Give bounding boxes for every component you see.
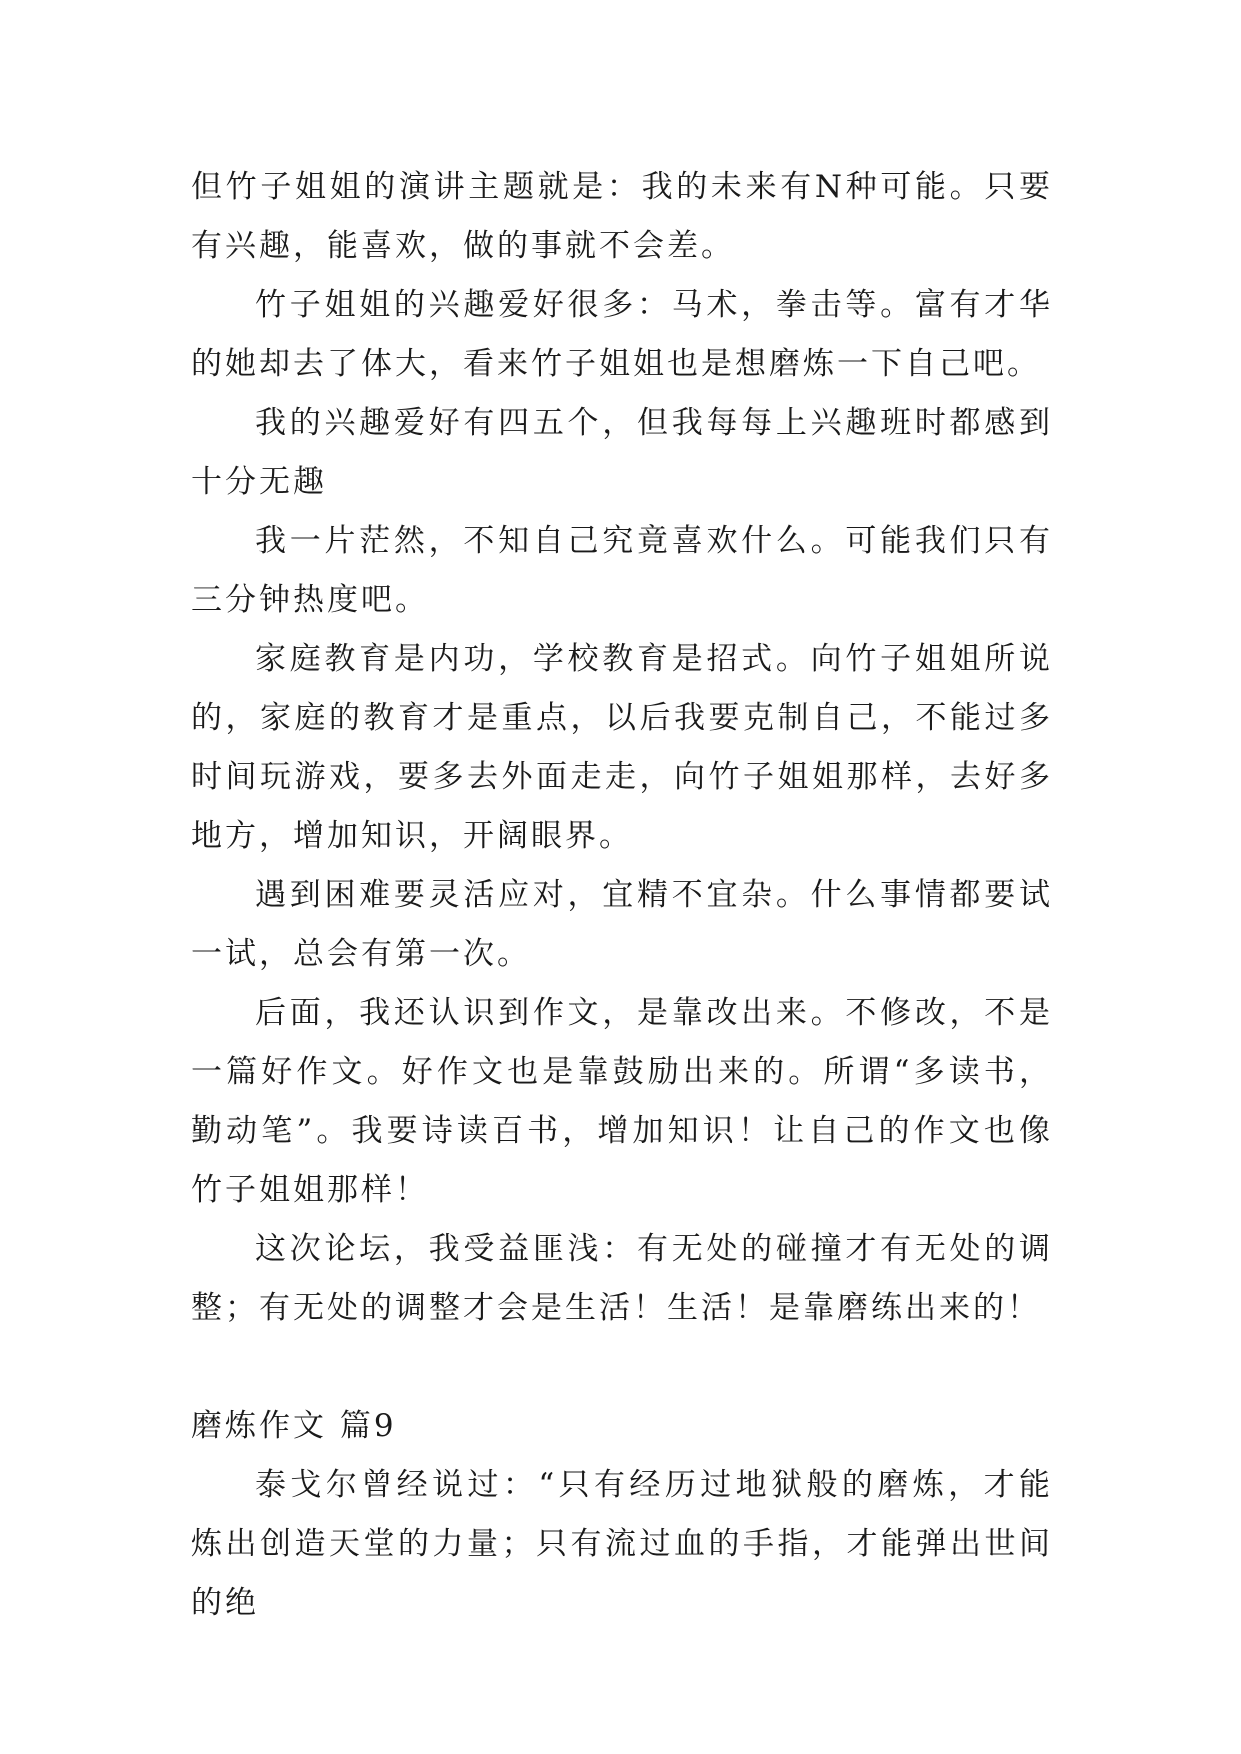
paragraph-7: 后面，我还认识到作文，是靠改出来。不修改，不是一篇好作文。好作文也是靠鼓励出来的。所谓“多读书，勤动笔”。我要诗读百书，增加知识！让自己的作文也像竹子姐姐那样！ [191,995,1053,1208]
paragraph-8: 这次论坛，我受益匪浅：有无处的碰撞才有无处的调整；有无处的调整才会是生活！生活！是靠磨练出来的！ [191,1231,1053,1326]
paragraph-1: 但竹子姐姐的演讲主题就是：我的未来有N种可能。只要有兴趣，能喜欢，做的事就不会差。 [191,169,1053,264]
paragraph-5: 家庭教育是内功，学校教育是招式。向竹子姐姐所说的，家庭的教育才是重点，以后我要克制自己，不能过多时间玩游戏，要多去外面走走，向竹子姐姐那样，去好多地方，增加知识，开阔眼界。 [191,641,1053,854]
paragraph-4: 我一片茫然，不知自己究竟喜欢什么。可能我们只有三分钟热度吧。 [191,523,1053,618]
paragraph-2: 竹子姐姐的兴趣爱好很多：马术，拳击等。富有才华的她却去了体大，看来竹子姐姐也是想磨炼一下自己吧。 [191,287,1053,382]
document-body [191,158,1053,1633]
section-heading: 磨炼作文 篇9 [191,1408,397,1444]
paragraph-6: 遇到困难要灵活应对，宜精不宜杂。什么事情都要试一试，总会有第一次。 [191,877,1053,972]
paragraph-3: 我的兴趣爱好有四五个，但我每每上兴趣班时都感到十分无趣 [191,405,1053,500]
section-paragraph-1: 泰戈尔曾经说过：“只有经历过地狱般的磨炼，才能炼出创造天堂的力量；只有流过血的手指，才能弹出世间的绝 [191,1467,1053,1621]
